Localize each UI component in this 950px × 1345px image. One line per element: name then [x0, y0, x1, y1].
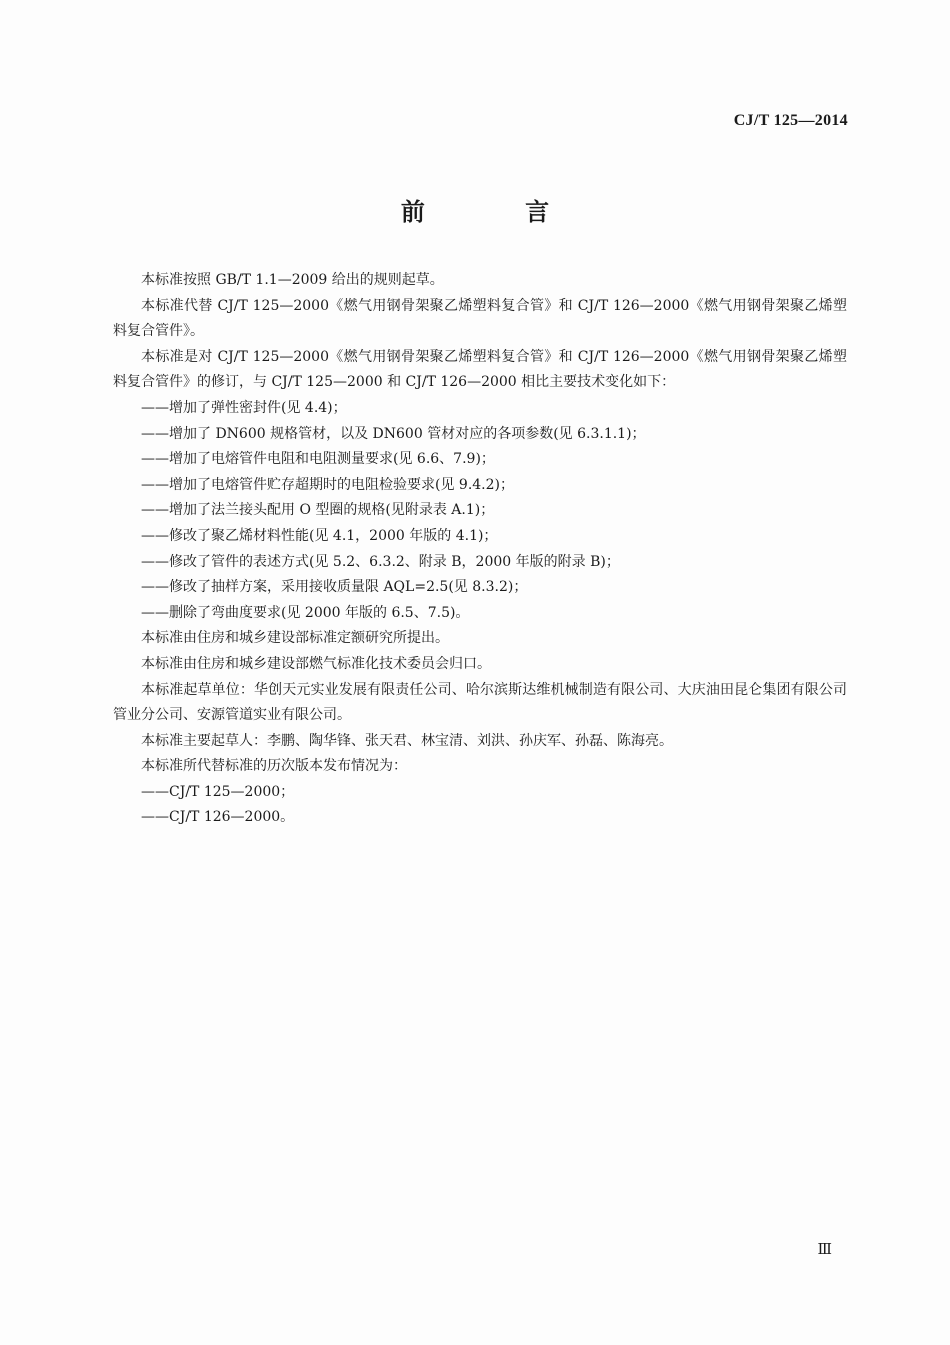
paragraph-replaces: 本标准代替 CJ/T 125—2000《燃气用钢骨架聚乙烯塑料复合管》和 CJ/T 126—2000《燃气用钢骨架聚乙烯塑料复合管件》。	[113, 297, 847, 340]
change-item: ——修改了聚乙烯材料性能(见 4.1，2000 年版的 4.1)；	[141, 527, 498, 544]
change-item: ——增加了电熔管件电阻和电阻测量要求(见 6.6、7.9)；	[141, 451, 495, 468]
paragraph-history-intro: 本标准所代替标准的历次版本发布情况为：	[141, 758, 407, 775]
change-item: ——增加了法兰接头配用 O 型圈的规格(见附录表 A.1)；	[141, 502, 495, 519]
change-item: ——增加了 DN600 规格管材，以及 DN600 管材对应的各项参数(见 6.3.1.1)；	[141, 425, 646, 442]
page-title: 前 言	[400, 198, 596, 226]
paragraph-centralized-by: 本标准由住房和城乡建设部燃气标准化技术委员会归口。	[141, 655, 491, 672]
change-item: ——增加了电熔管件贮存超期时的电阻检验要求(见 9.4.2)；	[141, 476, 514, 493]
page-number: Ⅲ	[817, 1242, 832, 1258]
change-item: ——修改了管件的表述方式(见 5.2、6.3.2、附录 B，2000 年版的附录 B)；	[141, 553, 620, 570]
paragraph-drafters: 本标准主要起草人：李鹏、陶华锋、张天君、林宝清、刘洪、孙庆军、孙磊、陈海亮。	[141, 732, 673, 749]
change-item: ——增加了弹性密封件(见 4.4)；	[141, 399, 347, 416]
history-item: ——CJ/T 126—2000。	[141, 809, 295, 826]
paragraph-proposed-by: 本标准由住房和城乡建设部标准定额研究所提出。	[141, 630, 449, 647]
document-code: CJ/T 125—2014	[733, 112, 848, 129]
change-item: ——删除了弯曲度要求(见 2000 年版的 6.5、7.5)。	[141, 604, 470, 621]
paragraph-revision: 本标准是对 CJ/T 125—2000《燃气用钢骨架聚乙烯塑料复合管》和 CJ/T 126—2000《燃气用钢骨架聚乙烯塑料复合管件》的修订，与 CJ/T 125—2000 和 CJ/T 126—2000 相比主要技术变化如下：	[113, 348, 847, 391]
paragraph-drafting-rules: 本标准按照 GB/T 1.1—2009 给出的规则起草。	[141, 272, 444, 288]
history-item: ——CJ/T 125—2000；	[141, 783, 295, 800]
change-item: ——修改了抽样方案，采用接收质量限 AQL=2.5(见 8.3.2)；	[141, 579, 528, 596]
document-body	[113, 268, 847, 831]
paragraph-drafting-units: 本标准起草单位：华创天元实业发展有限责任公司、哈尔滨斯达维机械制造有限公司、大庆油田昆仑集团有限公司管业分公司、安源管道实业有限公司。	[113, 681, 847, 724]
